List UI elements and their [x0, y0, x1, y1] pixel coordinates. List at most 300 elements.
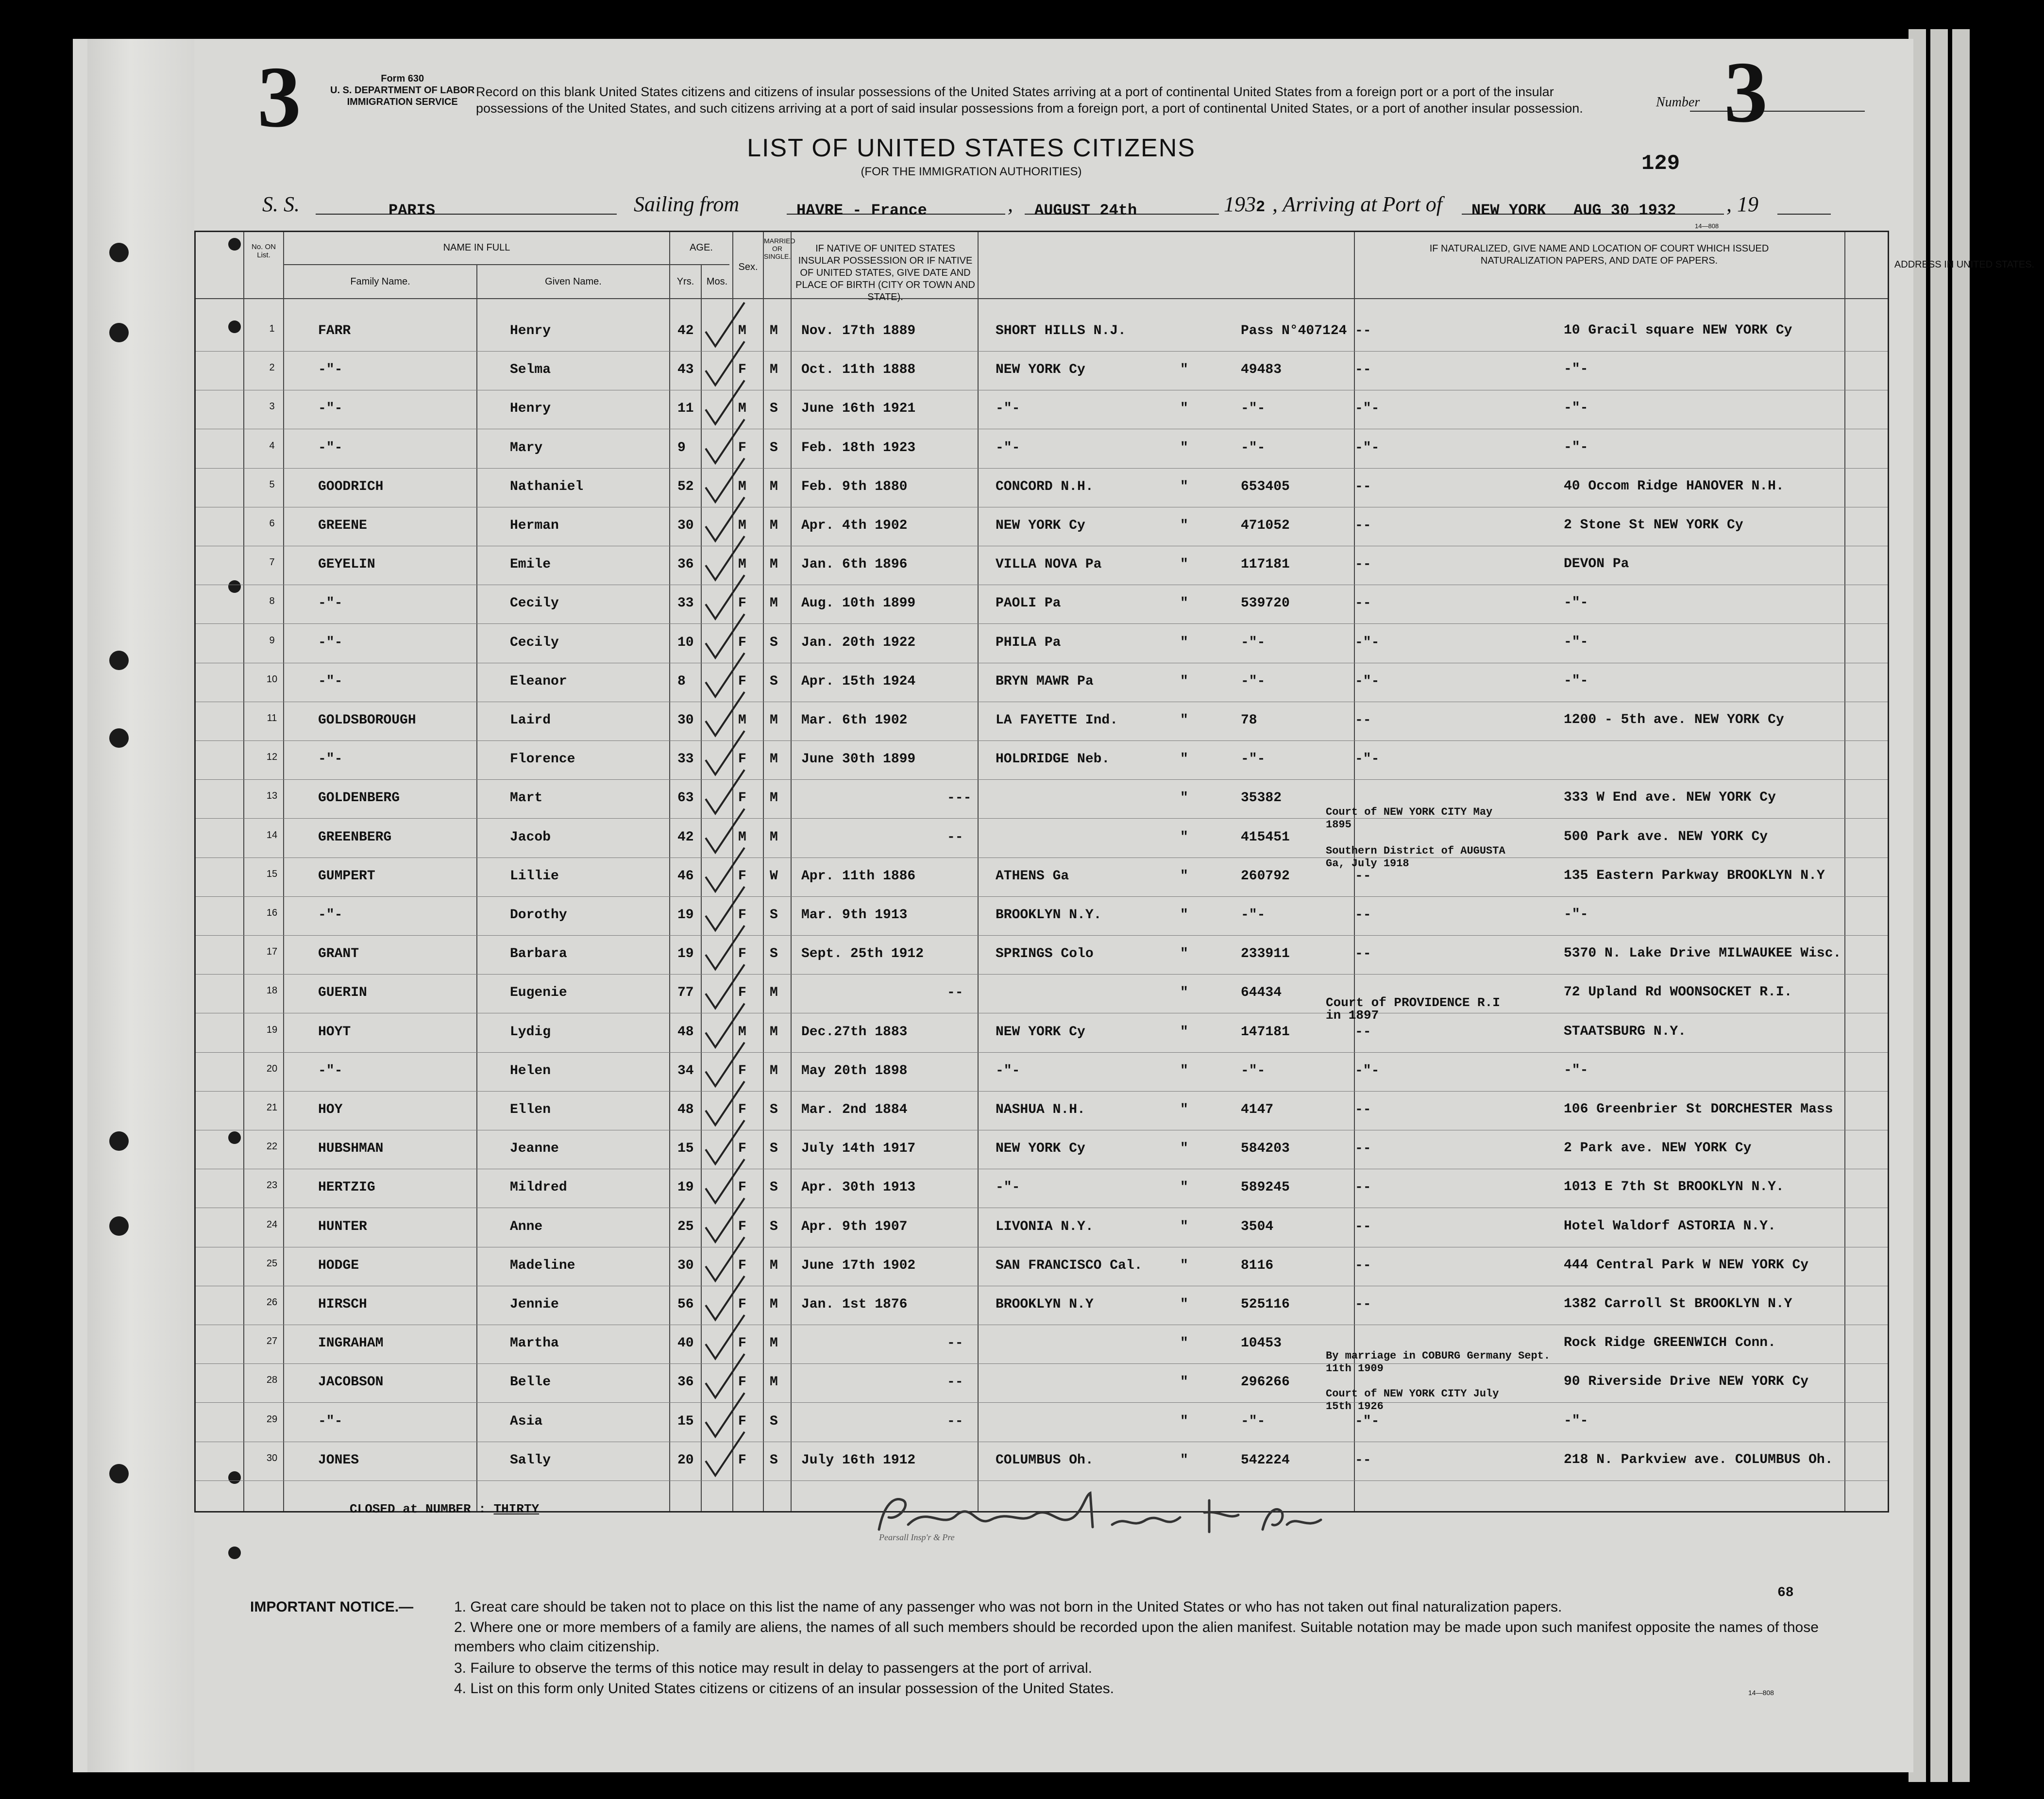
department-name: U. S. DEPARTMENT OF LABOR	[330, 85, 475, 96]
from-port	[796, 195, 927, 219]
cell-ms: M	[770, 479, 778, 494]
arrival-port-value: NEW YORK	[1471, 202, 1546, 219]
cell-sex: F	[738, 790, 746, 806]
page-edge	[1952, 29, 1970, 1782]
cell-nat-no: 64434	[1241, 985, 1282, 1001]
cell-given: Henry	[510, 401, 551, 417]
cell-bplace: NEW YORK Cy	[996, 518, 1085, 533]
cell-ms: S	[770, 1180, 778, 1195]
cell-address: 10 Gracil square NEW YORK Cy	[1564, 323, 1792, 338]
cell-ms: M	[770, 362, 778, 378]
cell-nat-no: 4147	[1241, 1102, 1274, 1117]
cell-sex: F	[738, 868, 746, 884]
cell-yrs: 25	[677, 1219, 694, 1234]
cell-nat-dash: --	[1355, 1219, 1371, 1234]
cell-nat-dash: --	[1355, 1024, 1371, 1040]
row-divider	[196, 623, 1888, 624]
page-title: LIST OF UNITED STATES CITIZENS	[747, 134, 1196, 162]
cell-family: -"-	[318, 1063, 343, 1078]
cell-address: 2 Stone St NEW YORK Cy	[1564, 518, 1743, 533]
binder-hole	[109, 728, 129, 748]
cell-yrs: 8	[677, 673, 686, 689]
cell-given: Helen	[510, 1063, 551, 1078]
page-number: 129	[1641, 151, 1680, 176]
cell-address: 40 Occom Ridge HANOVER N.H.	[1564, 478, 1784, 494]
cell-ms: M	[770, 985, 778, 1001]
header-divider	[283, 264, 729, 265]
notice-item: 3. Failure to observe the terms of this notice may result in delay to passengers at the port of arrival.	[454, 1660, 1092, 1676]
cell-no: 3	[269, 401, 275, 412]
notice-item: 1. Great care should be taken not to place on this list the name of any passenger who was not born in the United States or who has not taken out final naturalization papers.	[454, 1599, 1562, 1615]
cell-bdate: Feb. 9th 1880	[801, 479, 908, 494]
cell-ms: M	[770, 596, 778, 611]
cell-bdate: Oct. 11th 1888	[801, 362, 916, 378]
arrival-date	[1573, 195, 1676, 219]
cell-sex: F	[738, 1297, 746, 1312]
cell-yrs: 19	[677, 946, 694, 962]
cell-yrs: 33	[677, 596, 694, 611]
cell-address: 106 Greenbrier St DORCHESTER Mass	[1564, 1102, 1833, 1117]
cell-nat-ditto: "	[1180, 1413, 1188, 1429]
cell-yrs: 42	[677, 829, 694, 845]
binder-hole	[109, 323, 129, 342]
col-divider	[791, 232, 792, 1511]
cell-no: 8	[269, 596, 275, 607]
cell-yrs: 30	[677, 518, 694, 533]
header-address: ADDRESS IN UNITED STATES.	[1894, 259, 2035, 270]
cell-no: 20	[266, 1063, 278, 1074]
cell-nat-ditto: "	[1180, 1180, 1188, 1195]
row-divider	[196, 857, 1888, 858]
from-port-value: HAVRE - France	[796, 202, 927, 219]
cell-ms: M	[770, 829, 778, 845]
court-note: Court of PROVIDENCE R.I in 1897	[1326, 995, 1500, 1023]
cell-nat-ditto: "	[1180, 790, 1188, 806]
cell-nat-ditto: "	[1180, 1219, 1188, 1234]
cell-no: 9	[269, 635, 275, 646]
year-prefix: 193	[1224, 192, 1256, 216]
cell-nat-dash: --	[1355, 1258, 1371, 1273]
cell-nat-no: -"-	[1241, 1413, 1266, 1429]
form-number: Form 630	[381, 73, 424, 84]
cell-address: DEVON Pa	[1564, 556, 1629, 572]
cell-given: Lillie	[510, 868, 559, 884]
row-divider	[196, 1052, 1888, 1053]
cell-address: Hotel Waldorf ASTORIA N.Y.	[1564, 1218, 1776, 1234]
cell-nat-no: 584203	[1241, 1141, 1290, 1157]
cell-given: Martha	[510, 1336, 559, 1351]
cell-sex: M	[738, 479, 746, 494]
cell-nat-no: 117181	[1241, 557, 1290, 572]
cell-family: FARR	[318, 323, 351, 338]
cell-nat-no: 78	[1241, 713, 1257, 728]
cell-nat-ditto: "	[1180, 518, 1188, 533]
court-note: Court of NEW YORK CITY May 1895	[1326, 806, 1493, 831]
cell-ms: M	[770, 1375, 778, 1390]
cell-nat-ditto: "	[1180, 362, 1188, 378]
cell-no: 15	[266, 868, 278, 879]
cell-yrs: 19	[677, 1180, 694, 1195]
cell-family: HUBSHMAN	[318, 1141, 384, 1157]
cell-nat-ditto: "	[1180, 440, 1188, 455]
cell-address: 218 N. Parkview ave. COLUMBUS Oh.	[1564, 1452, 1833, 1467]
cell-nat-ditto: "	[1180, 596, 1188, 611]
stamp-mark: 68	[1777, 1585, 1794, 1600]
record-instructions: Record on this blank United States citizens and citizens of insular possessions of the United States arriving at a port of continental United States from a foreign port or a port of the insular possessions of the United States, and such citizens arriving at a port of said insular possessions from a foreign port, a port of continental United States, or a port of another insular possession.	[476, 84, 1583, 116]
row-divider	[196, 935, 1888, 936]
cell-no: 26	[266, 1297, 278, 1308]
cell-ms: M	[770, 557, 778, 572]
cell-ms: M	[770, 1258, 778, 1273]
cell-bdate: Mar. 9th 1913	[801, 908, 908, 923]
cell-nat-dash: -"-	[1355, 752, 1380, 767]
cell-nat-dash: --	[1355, 557, 1371, 572]
cell-sex: F	[738, 362, 746, 378]
cell-given: Anne	[510, 1219, 543, 1234]
cell-address: 90 Riverside Drive NEW YORK Cy	[1564, 1374, 1809, 1390]
cell-sex: F	[738, 1141, 746, 1157]
cell-sex: F	[738, 1219, 746, 1234]
cell-sex: F	[738, 946, 746, 962]
cell-nat-ditto: "	[1180, 752, 1188, 767]
cell-nat-dash: --	[1355, 1297, 1371, 1312]
col-divider	[669, 232, 670, 1511]
cell-no: 23	[266, 1180, 278, 1191]
cell-nat-no: 147181	[1241, 1024, 1290, 1040]
binder-hole	[109, 1216, 129, 1236]
cell-nat-ditto: "	[1180, 1336, 1188, 1351]
cell-nat-no: 8116	[1241, 1258, 1274, 1273]
date-value: AUGUST 24th	[1034, 202, 1137, 219]
cell-no: 4	[269, 440, 275, 451]
cell-ms: S	[770, 908, 778, 923]
cell-no: 7	[269, 557, 275, 568]
cell-no: 19	[266, 1024, 278, 1035]
cell-given: Ellen	[510, 1102, 551, 1117]
cell-nat-ditto: "	[1180, 946, 1188, 962]
cell-bplace: SHORT HILLS N.J.	[996, 323, 1126, 338]
cell-yrs: 36	[677, 1375, 694, 1390]
cell-bplace: NASHUA N.H.	[996, 1102, 1085, 1117]
col-divider	[978, 232, 979, 1511]
cell-family: -"-	[318, 908, 343, 923]
cell-address: 2 Park ave. NEW YORK Cy	[1564, 1141, 1752, 1156]
cell-sex: M	[738, 323, 746, 338]
cell-yrs: 52	[677, 479, 694, 494]
cell-sex: F	[738, 596, 746, 611]
col-divider	[243, 232, 244, 1511]
cell-given: Asia	[510, 1413, 543, 1429]
cell-family: GOLDSBOROUGH	[318, 713, 416, 728]
page-subtitle: (FOR THE IMMIGRATION AUTHORITIES)	[861, 165, 1082, 178]
cell-bplace: LIVONIA N.Y.	[996, 1219, 1094, 1234]
cell-sex: M	[738, 557, 746, 572]
cell-bdate: July 16th 1912	[801, 1452, 916, 1468]
ship-name	[389, 195, 435, 219]
cell-nat-no: 296266	[1241, 1375, 1290, 1390]
cell-sex: F	[738, 1180, 746, 1195]
cell-no: 6	[269, 518, 275, 529]
cell-given: Mildred	[510, 1180, 567, 1195]
cell-ms: M	[770, 1336, 778, 1351]
cell-no: 30	[266, 1452, 278, 1463]
cell-bdate: July 14th 1917	[801, 1141, 916, 1157]
header-bottom	[196, 298, 1888, 299]
cell-sex: F	[738, 1336, 746, 1351]
cell-address: 1200 - 5th ave. NEW YORK Cy	[1564, 712, 1784, 727]
cell-bplace: -"-	[996, 1180, 1020, 1195]
cell-sex: M	[738, 713, 746, 728]
cell-address: 500 Park ave. NEW YORK Cy	[1564, 829, 1768, 844]
header-yrs: Yrs.	[676, 276, 694, 287]
number-line	[1690, 111, 1865, 112]
row-divider	[196, 974, 1888, 975]
cell-yrs: 34	[677, 1063, 694, 1078]
cell-sex: F	[738, 752, 746, 767]
cell-no: 22	[266, 1141, 278, 1152]
header-family-name: Family Name.	[350, 276, 410, 287]
cell-yrs: 40	[677, 1336, 694, 1351]
cell-no: 24	[266, 1219, 278, 1230]
cell-family: -"-	[318, 440, 343, 455]
cell-nat-dash: --	[1355, 362, 1371, 378]
cell-nat-no: 589245	[1241, 1180, 1290, 1195]
sailing-label: Sailing from	[634, 192, 740, 216]
cell-nat-dash: -"-	[1355, 635, 1380, 650]
cell-sex: F	[738, 440, 746, 455]
cell-nat-ditto: "	[1180, 1375, 1188, 1390]
cell-address: STAATSBURG N.Y.	[1564, 1024, 1687, 1039]
cell-family: GRANT	[318, 946, 359, 962]
cell-yrs: 15	[677, 1413, 694, 1429]
cell-no: 2	[269, 362, 275, 373]
cell-address: 333 W End ave. NEW YORK Cy	[1564, 790, 1776, 806]
cell-given: Jennie	[510, 1297, 559, 1312]
cell-family: -"-	[318, 401, 343, 417]
cell-nat-dash: -"-	[1355, 440, 1380, 455]
cell-given: Henry	[510, 323, 551, 338]
cell-nat-ditto: "	[1180, 1297, 1188, 1312]
form-label	[330, 73, 474, 108]
row-divider	[196, 896, 1888, 897]
cell-ms: S	[770, 1219, 778, 1234]
cell-ms: S	[770, 1102, 778, 1117]
cell-bplace: NEW YORK Cy	[996, 1024, 1085, 1040]
cell-yrs: 10	[677, 635, 694, 650]
cell-family: HODGE	[318, 1258, 359, 1273]
cell-nat-ditto: "	[1180, 401, 1188, 417]
cell-ms: S	[770, 946, 778, 962]
cell-given: Mary	[510, 440, 543, 455]
cell-ms: M	[770, 1063, 778, 1078]
cell-sex: F	[738, 1258, 746, 1273]
cell-nat-ditto: "	[1180, 1258, 1188, 1273]
cell-sex: M	[738, 518, 746, 533]
cell-family: HOY	[318, 1102, 343, 1117]
cell-no: 18	[266, 985, 278, 996]
cell-sex: F	[738, 1375, 746, 1390]
cell-family: INGRAHAM	[318, 1336, 384, 1351]
cell-sex: M	[738, 829, 746, 845]
cell-bdate: ---	[947, 790, 972, 806]
cell-family: GREENE	[318, 518, 367, 533]
cell-bplace: -"-	[996, 1063, 1020, 1078]
service-name: IMMIGRATION SERVICE	[347, 97, 458, 107]
cell-yrs: 48	[677, 1102, 694, 1117]
cell-no: 25	[266, 1258, 278, 1269]
cell-ms: S	[770, 673, 778, 689]
cell-yrs: 30	[677, 713, 694, 728]
cell-yrs: 20	[677, 1452, 694, 1468]
cell-nat-dash: --	[1355, 1141, 1371, 1157]
cell-sex: F	[738, 1452, 746, 1468]
cell-bplace: HOLDRIDGE Neb.	[996, 752, 1110, 767]
cell-yrs: 19	[677, 908, 694, 923]
cell-nat-no: -"-	[1241, 440, 1266, 455]
cell-yrs: 48	[677, 1024, 694, 1040]
cell-no: 10	[266, 673, 278, 685]
closed-value: THIRTY	[493, 1502, 540, 1516]
cell-family: GUERIN	[318, 985, 367, 1001]
notice-item: 4. List on this form only United States citizens or citizens of an insular possession of the United States.	[454, 1681, 1115, 1697]
comma: ,	[1008, 192, 1013, 216]
cell-yrs: 43	[677, 362, 694, 378]
cell-bplace: COLUMBUS Oh.	[996, 1452, 1094, 1468]
cell-address: -"-	[1564, 595, 1588, 611]
cell-bdate: Jan. 20th 1922	[801, 635, 916, 650]
cell-nat-dash: -"-	[1355, 673, 1380, 689]
cell-nat-ditto: "	[1180, 1141, 1188, 1157]
cell-nat-no: 539720	[1241, 596, 1290, 611]
header-name-in-full: NAME IN FULL	[443, 242, 510, 253]
binder-hole	[109, 1464, 129, 1483]
cell-given: Herman	[510, 518, 559, 533]
cell-bdate: --	[947, 829, 963, 845]
cell-nat-dash: --	[1355, 479, 1371, 494]
cell-bplace: ATHENS Ga	[996, 868, 1069, 884]
cell-bdate: Nov. 17th 1889	[801, 323, 916, 338]
cell-nat-ditto: "	[1180, 635, 1188, 650]
court-note: By marriage in COBURG Germany Sept. 11th 1909	[1326, 1350, 1551, 1375]
cell-no: 21	[266, 1102, 278, 1113]
cell-address: -"-	[1564, 362, 1588, 377]
number-label: Number	[1656, 95, 1700, 110]
cell-nat-ditto: "	[1180, 908, 1188, 923]
cell-no: 14	[266, 829, 278, 841]
cell-address: 5370 N. Lake Drive MILWAUKEE Wisc.	[1564, 946, 1841, 961]
cell-bdate: Mar. 6th 1902	[801, 713, 908, 728]
binder-hole	[109, 651, 129, 670]
header-age: AGE.	[690, 242, 713, 253]
cell-bplace: NEW YORK Cy	[996, 362, 1085, 378]
cell-bdate: Apr. 4th 1902	[801, 518, 908, 533]
header-mos: Mos.	[706, 276, 728, 287]
arriving-label: , Arriving at Port of	[1272, 192, 1442, 216]
header-birth: IF NATIVE OF UNITED STATES INSULAR POSSESSION OR IF NATIVE OF UNITED STATES, GIVE DATE AND PLACE OF BIRTH (CITY OR TOWN AND STATE).	[795, 243, 975, 303]
cell-nat-no: -"-	[1241, 908, 1266, 923]
cell-nat-no: 49483	[1241, 362, 1282, 378]
cell-address: 135 Eastern Parkway BROOKLYN N.Y	[1564, 868, 1825, 883]
cell-nat-no: Pass N°407124	[1241, 323, 1347, 338]
cell-nat-ditto: "	[1180, 1024, 1188, 1040]
cell-yrs: 11	[677, 401, 694, 417]
cell-address: 1013 E 7th St BROOKLYN N.Y.	[1564, 1179, 1784, 1195]
cell-yrs: 33	[677, 752, 694, 767]
cell-nat-dash: -"-	[1355, 1063, 1380, 1078]
cell-given: Cecily	[510, 635, 559, 650]
cell-no: 29	[266, 1413, 278, 1425]
cell-bdate: June 30th 1899	[801, 752, 916, 767]
cell-given: Lydig	[510, 1024, 551, 1040]
cell-no: 11	[267, 713, 277, 723]
cell-family: HOYT	[318, 1024, 351, 1040]
list-mark-right: 3	[1724, 44, 1768, 140]
cell-nat-no: 471052	[1241, 518, 1290, 533]
cell-nat-ditto: "	[1180, 479, 1188, 494]
cell-bdate: May 20th 1898	[801, 1063, 908, 1078]
cell-bdate: Jan. 6th 1896	[801, 557, 908, 572]
cell-family: -"-	[318, 752, 343, 767]
cell-nat-dash: --	[1355, 1180, 1371, 1195]
cell-bplace: PAOLI Pa	[996, 596, 1061, 611]
binder-hole	[109, 1131, 129, 1151]
cell-family: JONES	[318, 1452, 359, 1468]
cell-bdate: Mar. 2nd 1884	[801, 1102, 908, 1117]
cell-nat-no: 415451	[1241, 829, 1290, 845]
cell-yrs: 9	[677, 440, 686, 455]
cell-nat-no: 542224	[1241, 1452, 1290, 1468]
cell-address: -"-	[1564, 907, 1588, 922]
cell-sex: F	[738, 985, 746, 1001]
court-note: Southern District of AUGUSTA Ga, July 1918	[1326, 845, 1505, 870]
ss-label: S. S.	[262, 192, 300, 216]
sailing-date	[1034, 195, 1137, 219]
cell-nat-dash: --	[1355, 1452, 1371, 1468]
cell-nat-ditto: "	[1180, 868, 1188, 884]
cell-ms: M	[770, 713, 778, 728]
cell-bdate: Jan. 1st 1876	[801, 1297, 908, 1312]
cell-no: 28	[266, 1375, 278, 1386]
cell-bdate: --	[947, 985, 963, 1001]
page-edge	[1930, 29, 1948, 1782]
cell-ms: M	[770, 518, 778, 533]
cell-bdate: Apr. 9th 1907	[801, 1219, 908, 1234]
cell-nat-ditto: "	[1180, 673, 1188, 689]
cell-given: Jeanne	[510, 1141, 559, 1157]
cell-yrs: 42	[677, 323, 694, 338]
row-divider	[196, 818, 1888, 819]
inspector-signature	[869, 1486, 1335, 1544]
row-divider	[196, 779, 1888, 780]
cell-sex: F	[738, 908, 746, 923]
cell-sex: F	[738, 1102, 746, 1117]
cell-no: 16	[266, 908, 278, 918]
cell-family: HUNTER	[318, 1219, 367, 1234]
cell-given: Jacob	[510, 829, 551, 845]
cell-family: -"-	[318, 673, 343, 689]
cell-family: -"-	[318, 596, 343, 611]
arrival-port	[1471, 195, 1546, 219]
cell-nat-ditto: "	[1180, 985, 1188, 1001]
cell-ms: M	[770, 323, 778, 338]
cell-nat-no: 653405	[1241, 479, 1290, 494]
cell-ms: M	[770, 1024, 778, 1040]
cell-bplace: -"-	[996, 440, 1020, 455]
cell-yrs: 30	[677, 1258, 694, 1273]
cell-bdate: June 17th 1902	[801, 1258, 916, 1273]
cell-nat-dash: --	[1355, 868, 1371, 884]
cell-given: Sally	[510, 1452, 551, 1468]
